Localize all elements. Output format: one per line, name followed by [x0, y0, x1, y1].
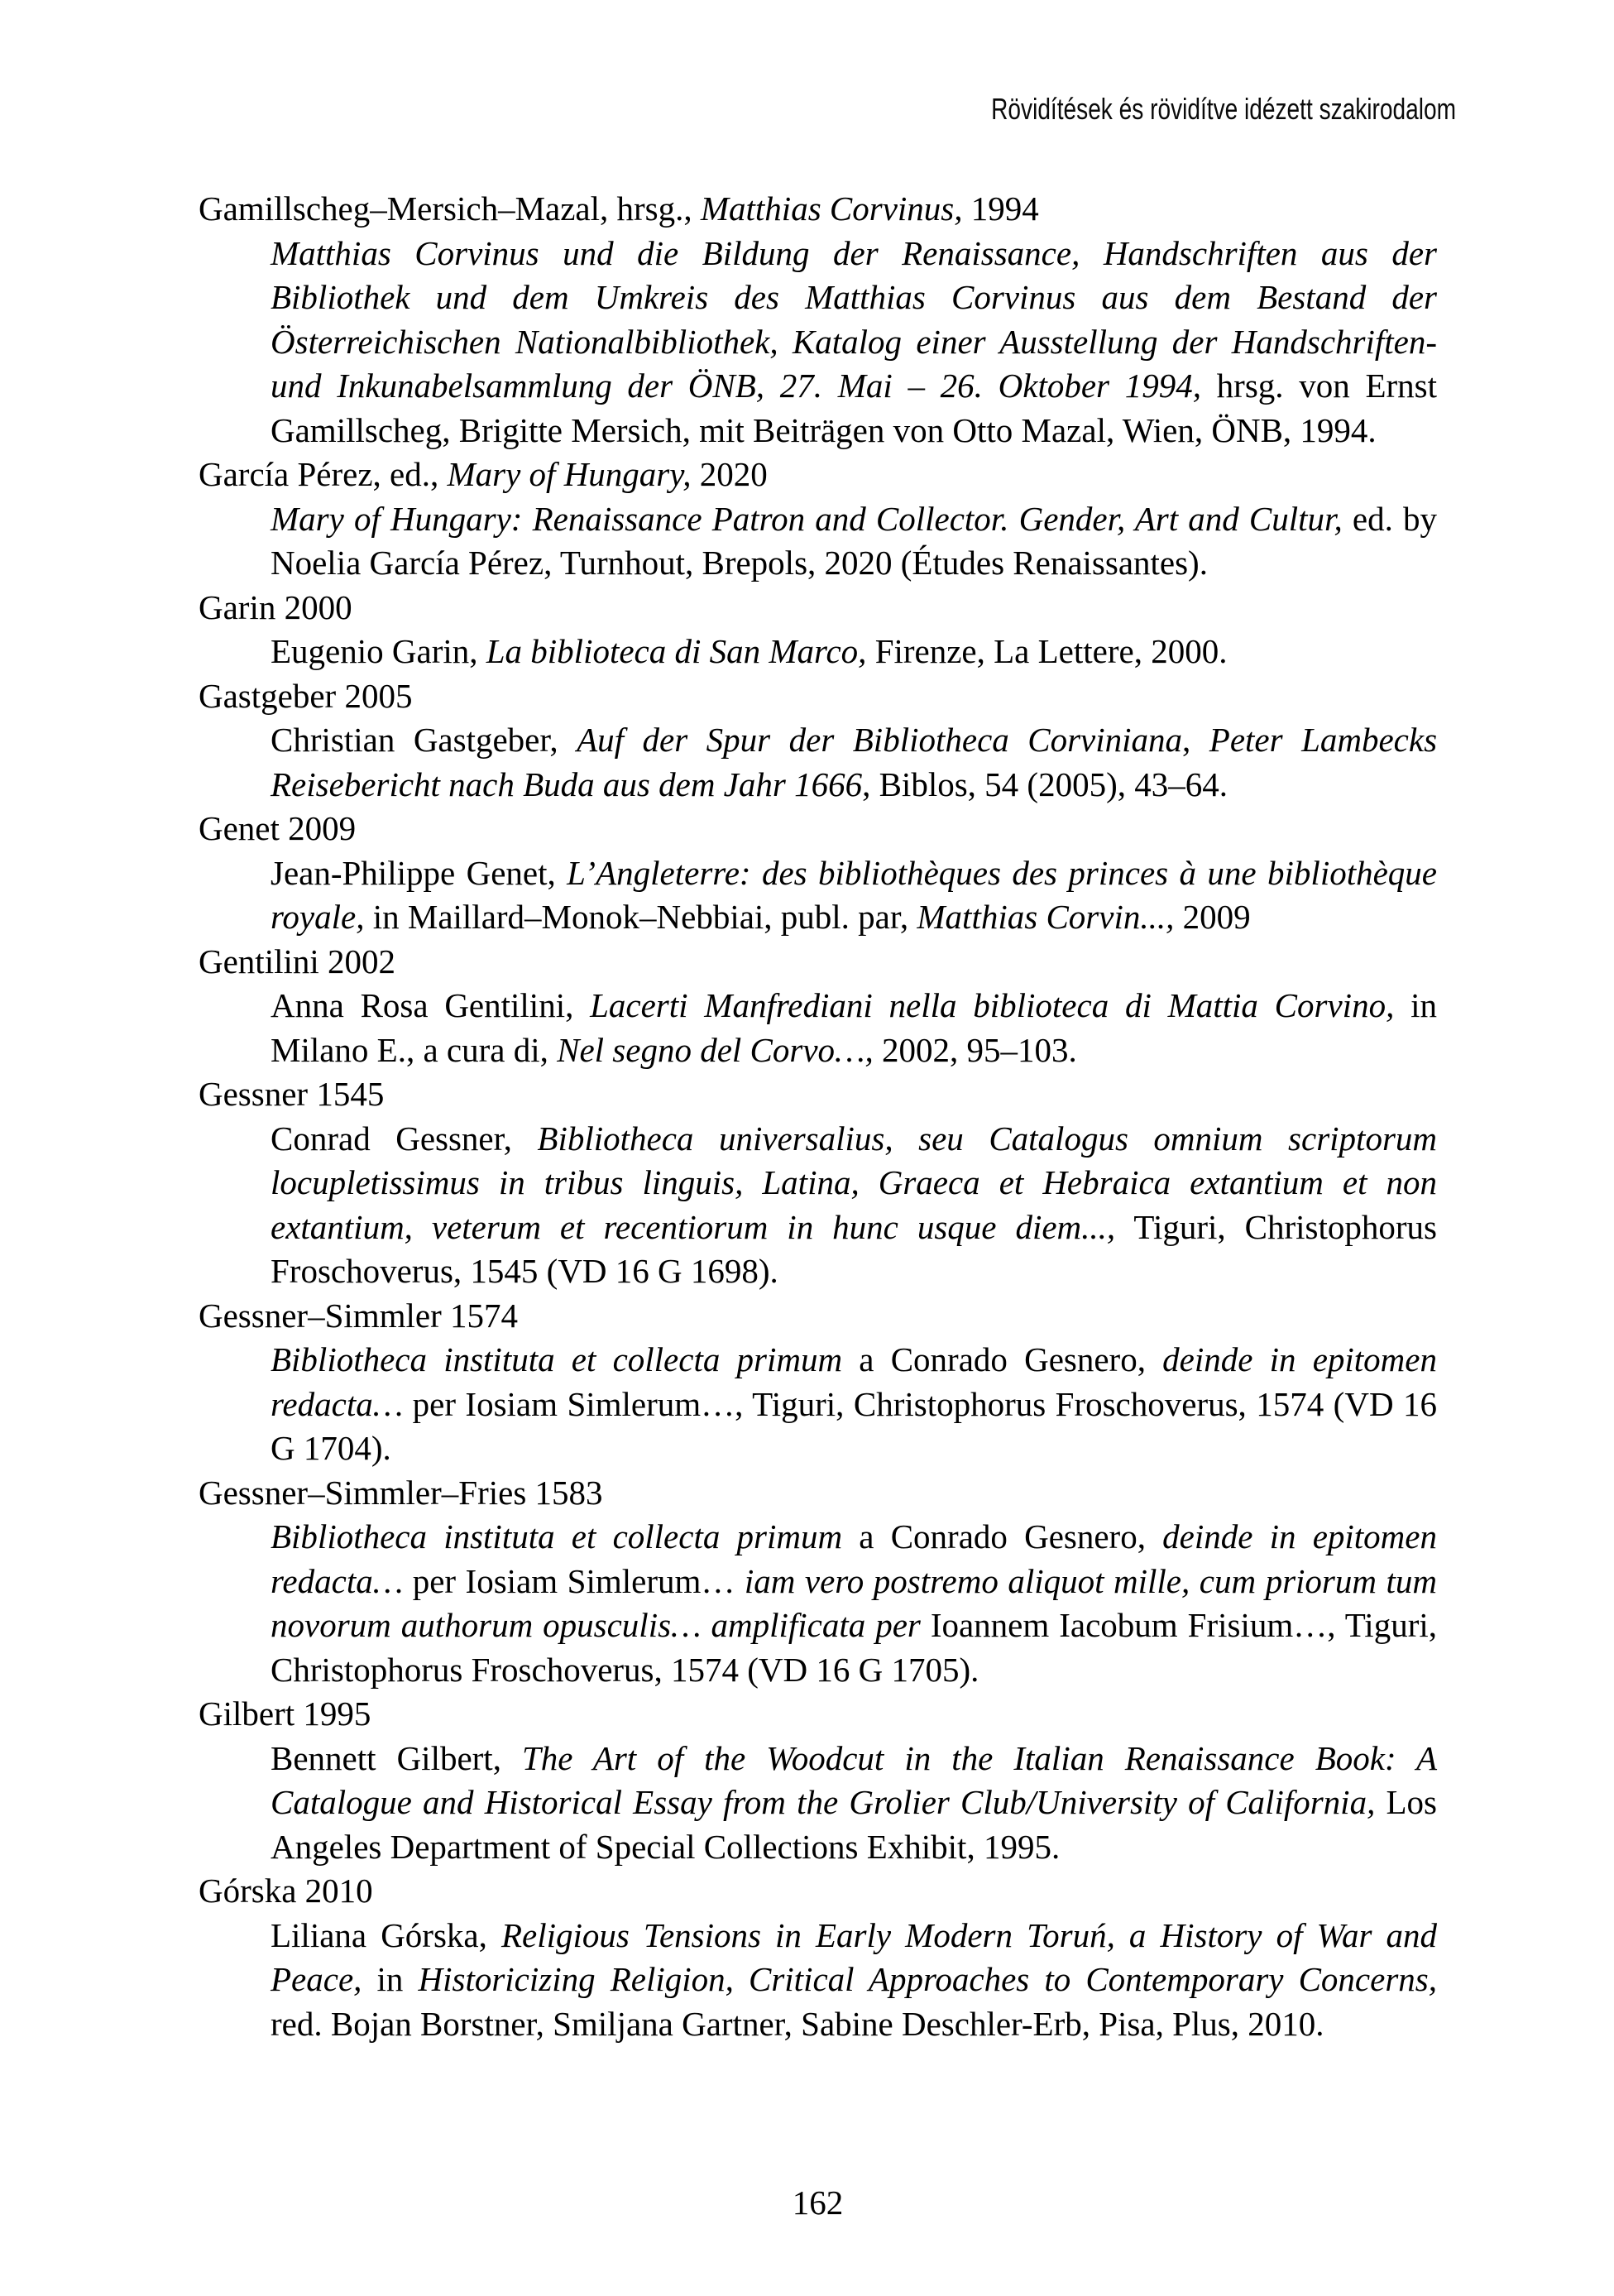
bibliography-entry — [199, 1072, 1437, 1294]
entry-heading — [199, 1471, 1437, 1516]
cited-title-italic: Auf der Spur der Bibliotheca Corviniana — [577, 721, 1183, 759]
text-run: Ioannem Iacobum Frisium…, Tiguri, Christophorus Froschoverus, 1574 (VD 16 G 1705). — [271, 1606, 1437, 1689]
cited-title-italic: Religious Tensions in Early Modern Toruń, a History of War and Peace, — [271, 1915, 1437, 1998]
text-run: a Conrado Gesnero, — [842, 1340, 1163, 1378]
cited-title-italic: Peter Lambecks Reisebericht nach Buda aus dem Jahr 1666 — [271, 721, 1438, 803]
entry-body — [271, 984, 1437, 1072]
cited-title-italic: Matthias Corvin..., — [917, 898, 1175, 936]
cited-title-italic: Bibliotheca universalius, seu Catalogus omnium scriptorum locupletissimus in tribus linguis, Latina, Graeca et Hebraica extantium et non extantium, veterum et recentiorum in hunc usque diem..., — [271, 1119, 1438, 1246]
text-run: red. Bojan Borstner, Smiljana Gartner, Sabine Deschler-Erb, Pisa, Plus, 2010. — [271, 2004, 1324, 2043]
text-run: Gessner 1545 — [199, 1075, 385, 1113]
bibliography-entry — [199, 674, 1437, 808]
text-run: Gilbert 1995 — [199, 1694, 371, 1733]
page-footer — [199, 2181, 1437, 2225]
bibliography-entry — [199, 807, 1437, 940]
cited-title-italic: iam vero postremo aliquot mille, cum priorum tum novorum authorum opusculis… amplificata per — [271, 1561, 1437, 1644]
text-run: 2009 — [1174, 898, 1251, 936]
entry-heading — [199, 187, 1437, 232]
text-run: a Conrado Gesnero, — [842, 1517, 1163, 1555]
bibliography-list — [199, 187, 1437, 2046]
entry-body — [271, 1914, 1437, 2047]
entry-body — [271, 1515, 1437, 1692]
text-run: Jean-Philippe Genet, — [271, 853, 568, 892]
entry-body — [271, 497, 1437, 586]
text-run: 2020 — [691, 455, 768, 493]
text-run: Gessner–Simmler 1574 — [199, 1296, 519, 1335]
entry-heading — [199, 807, 1437, 851]
cited-title-italic: Mary of Hungary: Renaissance Patron and Collector. Gender, Art and Cultur, — [271, 499, 1343, 538]
text-run: Gentilini 2002 — [199, 942, 396, 980]
text-run: , Biblos, 54 (2005), 43–64. — [862, 765, 1228, 803]
text-run: per Iosiam Simlerum… — [403, 1561, 745, 1600]
entry-heading — [199, 586, 1437, 630]
text-run: , — [1182, 721, 1209, 759]
text-run: Anna Rosa Gentilini, — [271, 986, 591, 1024]
text-run: in Milano E., a cura di, — [271, 986, 1437, 1069]
page-number: 162 — [792, 2183, 844, 2222]
text-run: Liliana Górska, — [271, 1915, 501, 1954]
entry-heading — [199, 1072, 1437, 1117]
entry-heading — [199, 674, 1437, 719]
text-run: per Iosiam Simlerum…, Tiguri, Christophorus Froschoverus, 1574 (VD 16 G 1704). — [271, 1384, 1437, 1467]
bibliography-entry — [199, 453, 1437, 586]
entry-body — [271, 630, 1437, 674]
entry-body — [271, 232, 1437, 453]
entry-heading — [199, 940, 1437, 985]
text-run: Tiguri, Christophorus Froschoverus, 1545 (VD 16 G 1698). — [271, 1207, 1437, 1290]
text-run: ed. by Noelia García Pérez, Turnhout, Brepols, 2020 (Études Renaissantes). — [271, 499, 1438, 582]
bibliography-entry — [199, 1471, 1437, 1693]
bibliography-entry — [199, 1692, 1437, 1869]
entry-heading — [199, 1692, 1437, 1737]
bibliography-entry — [199, 187, 1437, 453]
text-run: Firenze, La Lettere, 2000. — [866, 632, 1228, 670]
text-run: Conrad Gessner, — [271, 1119, 538, 1158]
cited-title-italic: Nel segno del Corvo…, — [557, 1030, 874, 1069]
entry-body — [271, 1338, 1437, 1471]
entry-heading — [199, 453, 1437, 497]
bibliography-entry — [199, 1294, 1437, 1471]
entry-body — [271, 1737, 1437, 1870]
bibliography-entry — [199, 586, 1437, 674]
cited-title-italic: The Art of the Woodcut in the Italian Renaissance Book: A Catalogue and Historical Essay from the Grolier Club/University of California, — [271, 1738, 1437, 1821]
text-run: Bennett Gilbert, — [271, 1738, 522, 1777]
text-run: García Pérez, ed., — [199, 455, 448, 493]
text-run: in Maillard–Monok–Nebbiai, publ. par, — [364, 898, 917, 936]
text-run: Gessner–Simmler–Fries 1583 — [199, 1473, 603, 1512]
text-run: Gastgeber 2005 — [199, 676, 413, 715]
cited-title-italic: Bibliotheca instituta et collecta primum — [271, 1340, 843, 1378]
cited-title-italic: deinde in epitomen redacta… — [271, 1340, 1437, 1423]
entry-body — [271, 718, 1437, 807]
text-run: 1994 — [962, 189, 1039, 228]
entry-heading — [199, 1869, 1437, 1914]
text-run: hrsg. von Ernst Gamillscheg, Brigitte Mersich, mit Beiträgen von Otto Mazal, Wien, ÖNB, 1994. — [271, 367, 1437, 449]
cited-title-italic: deinde in epitomen redacta… — [271, 1517, 1437, 1600]
text-run: Los Angeles Department of Special Collections Exhibit, 1995. — [271, 1783, 1438, 1866]
text-run: in — [362, 1960, 419, 1998]
cited-title-italic: Bibliotheca instituta et collecta primum — [271, 1517, 843, 1555]
running-header-title: Rövidítések és rövidítve idézett szakirodalom — [991, 92, 1456, 126]
text-run: Eugenio Garin, — [271, 632, 486, 670]
bibliography-entry — [199, 940, 1437, 1073]
cited-title-italic: L’Angleterre: des bibliothèques des princes à une bibliothèque royale, — [271, 853, 1437, 936]
cited-title-italic: La biblioteca di San Marco, — [486, 632, 867, 670]
text-run: Gamillscheg–Mersich–Mazal, hrsg., — [199, 189, 701, 228]
text-run: Christian Gastgeber, — [271, 721, 577, 759]
entry-body — [271, 1117, 1437, 1294]
entry-heading — [199, 1294, 1437, 1339]
entry-body — [271, 851, 1437, 940]
text-run: Genet 2009 — [199, 809, 357, 847]
cited-title-italic: Matthias Corvinus, — [700, 189, 963, 228]
cited-title-italic: Mary of Hungary, — [447, 455, 692, 493]
text-run: Garin 2000 — [199, 587, 352, 626]
bibliography-entry — [199, 1869, 1437, 2046]
running-header — [475, 91, 1456, 127]
text-run: Górska 2010 — [199, 1872, 373, 1910]
cited-title-italic: Matthias Corvinus und die Bildung der Renaissance, Handschriften aus der Bibliothek und dem Umkreis des Matthias Corvinus aus dem Bestand der Österreichischen Nationalbibliothek, Katalog einer Ausstellung der Handschriften- und Inkunabelsammlung der ÖNB, 27. Mai – 26. Oktober 1994, — [271, 233, 1437, 405]
text-run: 2002, 95–103. — [873, 1030, 1077, 1069]
cited-title-italic: Historicizing Religion, Critical Approaches to Contemporary Concerns, — [418, 1960, 1437, 1998]
cited-title-italic: Lacerti Manfrediani nella biblioteca di Mattia Corvino, — [590, 986, 1395, 1024]
